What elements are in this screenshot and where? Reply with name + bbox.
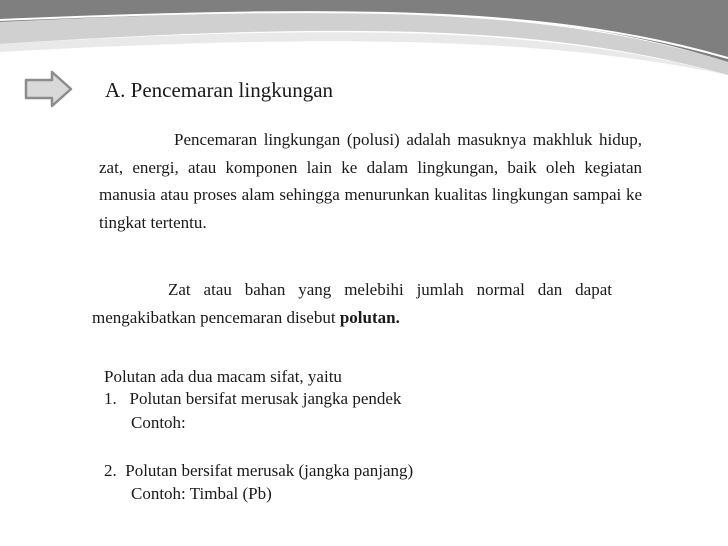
decorative-header-band	[0, 0, 728, 75]
list-item: 2. Polutan bersifat merusak (jangka panjang)	[104, 461, 414, 480]
section-heading: A. Pencemaran lingkungan	[105, 78, 334, 102]
list-intro: Polutan ada dua macam sifat, yaitu	[104, 367, 342, 386]
list-item-example: Contoh: Timbal (Pb)	[131, 484, 272, 503]
right-arrow-icon	[24, 70, 74, 108]
list-item: 1. Polutan bersifat merusak jangka pendek	[104, 389, 402, 408]
pollutant-paragraph: Zat atau bahan yang melebihi jumlah normal dan dapat mengakibatkan pencemaran disebut polutan.	[92, 280, 612, 327]
definition-paragraph: Pencemaran lingkungan (polusi) adalah masuknya makhluk hidup, zat, energi, atau komponen lain ke dalam lingkungan, baik oleh kegiatan manusia atau proses alam sehingga menurunkan kualitas lingkungan sampai ke tingkat tertentu.	[99, 130, 642, 232]
list-item-example: Contoh:	[131, 413, 186, 432]
pollutant-term: polutan.	[339, 307, 400, 327]
